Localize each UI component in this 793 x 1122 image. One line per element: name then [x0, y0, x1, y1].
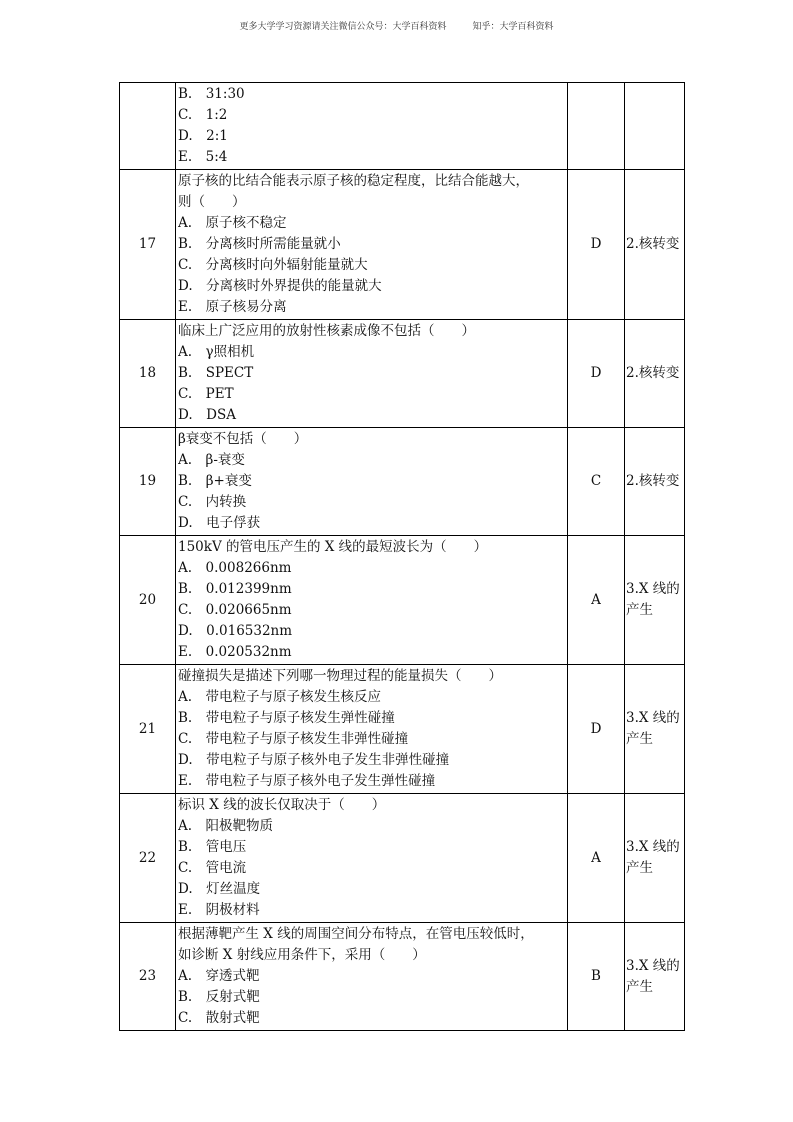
option-text: A. 带电粒子与原子核发生核反应: [178, 689, 382, 705]
question-text: 根据薄靶产生 X 线的周围空间分布特点，在管电压较低时，: [178, 926, 534, 942]
topic-label: 3.X 线的产生: [626, 581, 680, 618]
question-number: 17: [120, 170, 176, 320]
option-text: B. 管电压: [178, 839, 247, 855]
question-cell: [176, 428, 568, 536]
option-text: B. 带电粒子与原子核发生弹性碰撞: [178, 710, 395, 726]
option-text: D. DSA: [178, 407, 236, 423]
option-text: B. β+衰变: [178, 473, 252, 489]
option-text: A. 穿透式靶: [178, 968, 260, 984]
option-text: D. 分离核时外界提供的能量就大: [178, 278, 382, 294]
answer-cell: A: [568, 794, 625, 923]
question-cell: [176, 170, 568, 320]
option-text: D. 灯丝温度: [178, 881, 261, 897]
answer-cell: A: [568, 536, 625, 665]
option-text: D. 带电粒子与原子核外电子发生非弹性碰撞: [178, 752, 450, 768]
table-row: [120, 83, 685, 170]
question-cell: [176, 794, 568, 923]
question-text: 如诊断 X 射线应用条件下，采用（ ）: [178, 947, 426, 963]
answer-cell: D: [568, 170, 625, 320]
question-table: [119, 82, 685, 1031]
option-text: E. 原子核易分离: [178, 299, 287, 315]
topic-label: 3.X 线的产生: [626, 839, 680, 876]
question-cell: [176, 83, 568, 170]
topic-label: 3.X 线的产生: [626, 710, 680, 747]
table-row: [120, 794, 685, 923]
question-text: 原子核的比结合能表示原子核的稳定程度，比结合能越大，: [178, 173, 529, 189]
option-text: A. 阳极靶物质: [178, 818, 274, 834]
option-text: D. 0.016532nm: [178, 623, 293, 639]
topic-label: 2.核转变: [626, 473, 680, 489]
question-cell: [176, 923, 568, 1031]
option-text: E. 阴极材料: [178, 902, 260, 918]
option-text: D. 电子俘获: [178, 515, 261, 531]
header-wechat-note: 更多大学学习资源请关注微信公众号：大学百科资料: [239, 22, 447, 32]
option-text: C. 散射式靶: [178, 1010, 260, 1026]
table-row: [120, 665, 685, 794]
topic-cell: [625, 428, 685, 536]
option-text: D. 2:1: [178, 128, 228, 144]
question-text: β衰变不包括（ ）: [178, 431, 308, 447]
answer-cell: B: [568, 923, 625, 1031]
option-text: C. 内转换: [178, 494, 247, 510]
table-row: [120, 170, 685, 320]
topic-cell: [625, 320, 685, 428]
option-text: B. SPECT: [178, 365, 254, 381]
option-text: A. β-衰变: [178, 452, 245, 468]
option-text: C. 带电粒子与原子核发生非弹性碰撞: [178, 731, 409, 747]
question-number: 22: [120, 794, 176, 923]
table-row: [120, 428, 685, 536]
option-text: C. 0.020665nm: [178, 602, 292, 618]
topic-cell: [625, 83, 685, 170]
option-text: B. 31:30: [178, 86, 245, 102]
option-text: C. 1:2: [178, 107, 228, 123]
topic-cell: [625, 923, 685, 1031]
question-number: 21: [120, 665, 176, 794]
topic-cell: [625, 170, 685, 320]
option-text: A. γ照相机: [178, 344, 255, 360]
table-row: [120, 923, 685, 1031]
question-text: 标识 X 线的波长仅取决于（ ）: [178, 797, 386, 813]
topic-label: 3.X 线的产生: [626, 957, 680, 995]
option-text: B. 0.012399nm: [178, 581, 292, 597]
answer-cell: D: [568, 665, 625, 794]
option-text: C. 管电流: [178, 860, 247, 876]
topic-cell: [625, 794, 685, 923]
question-cell: [176, 320, 568, 428]
option-text: E. 0.020532nm: [178, 644, 292, 660]
option-text: E. 5:4: [178, 149, 228, 165]
option-text: B. 分离核时所需能量就小: [178, 236, 341, 252]
answer-cell: [568, 83, 625, 170]
answer-cell: C: [568, 428, 625, 536]
topic-cell: [625, 665, 685, 794]
option-text: B. 反射式靶: [178, 989, 260, 1005]
question-text: 150kV 的管电压产生的 X 线的最短波长为（ ）: [178, 539, 488, 555]
topic-label: 2.核转变: [626, 365, 680, 381]
question-cell: [176, 536, 568, 665]
question-number: [120, 83, 176, 170]
question-text: 临床上广泛应用的放射性核素成像不包括（ ）: [178, 323, 475, 339]
table-row: [120, 320, 685, 428]
page-header: [0, 19, 793, 32]
question-cell: [176, 665, 568, 794]
question-number: 20: [120, 536, 176, 665]
question-number: 19: [120, 428, 176, 536]
option-text: A. 0.008266nm: [178, 560, 292, 576]
answer-cell: D: [568, 320, 625, 428]
question-number: 18: [120, 320, 176, 428]
header-zhihu-note: 知乎：大学百科资料: [472, 22, 554, 32]
question-number: 23: [120, 923, 176, 1031]
topic-cell: [625, 536, 685, 665]
option-text: C. 分离核时向外辐射能量就大: [178, 257, 368, 273]
option-text: E. 带电粒子与原子核外电子发生弹性碰撞: [178, 773, 436, 789]
question-text: 碰撞损失是描述下列哪一物理过程的能量损失（ ）: [178, 668, 502, 684]
option-text: C. PET: [178, 386, 234, 402]
table-row: [120, 536, 685, 665]
question-text: 则（ ）: [178, 194, 246, 210]
topic-label: 2.核转变: [626, 236, 680, 252]
option-text: A. 原子核不稳定: [178, 215, 287, 231]
